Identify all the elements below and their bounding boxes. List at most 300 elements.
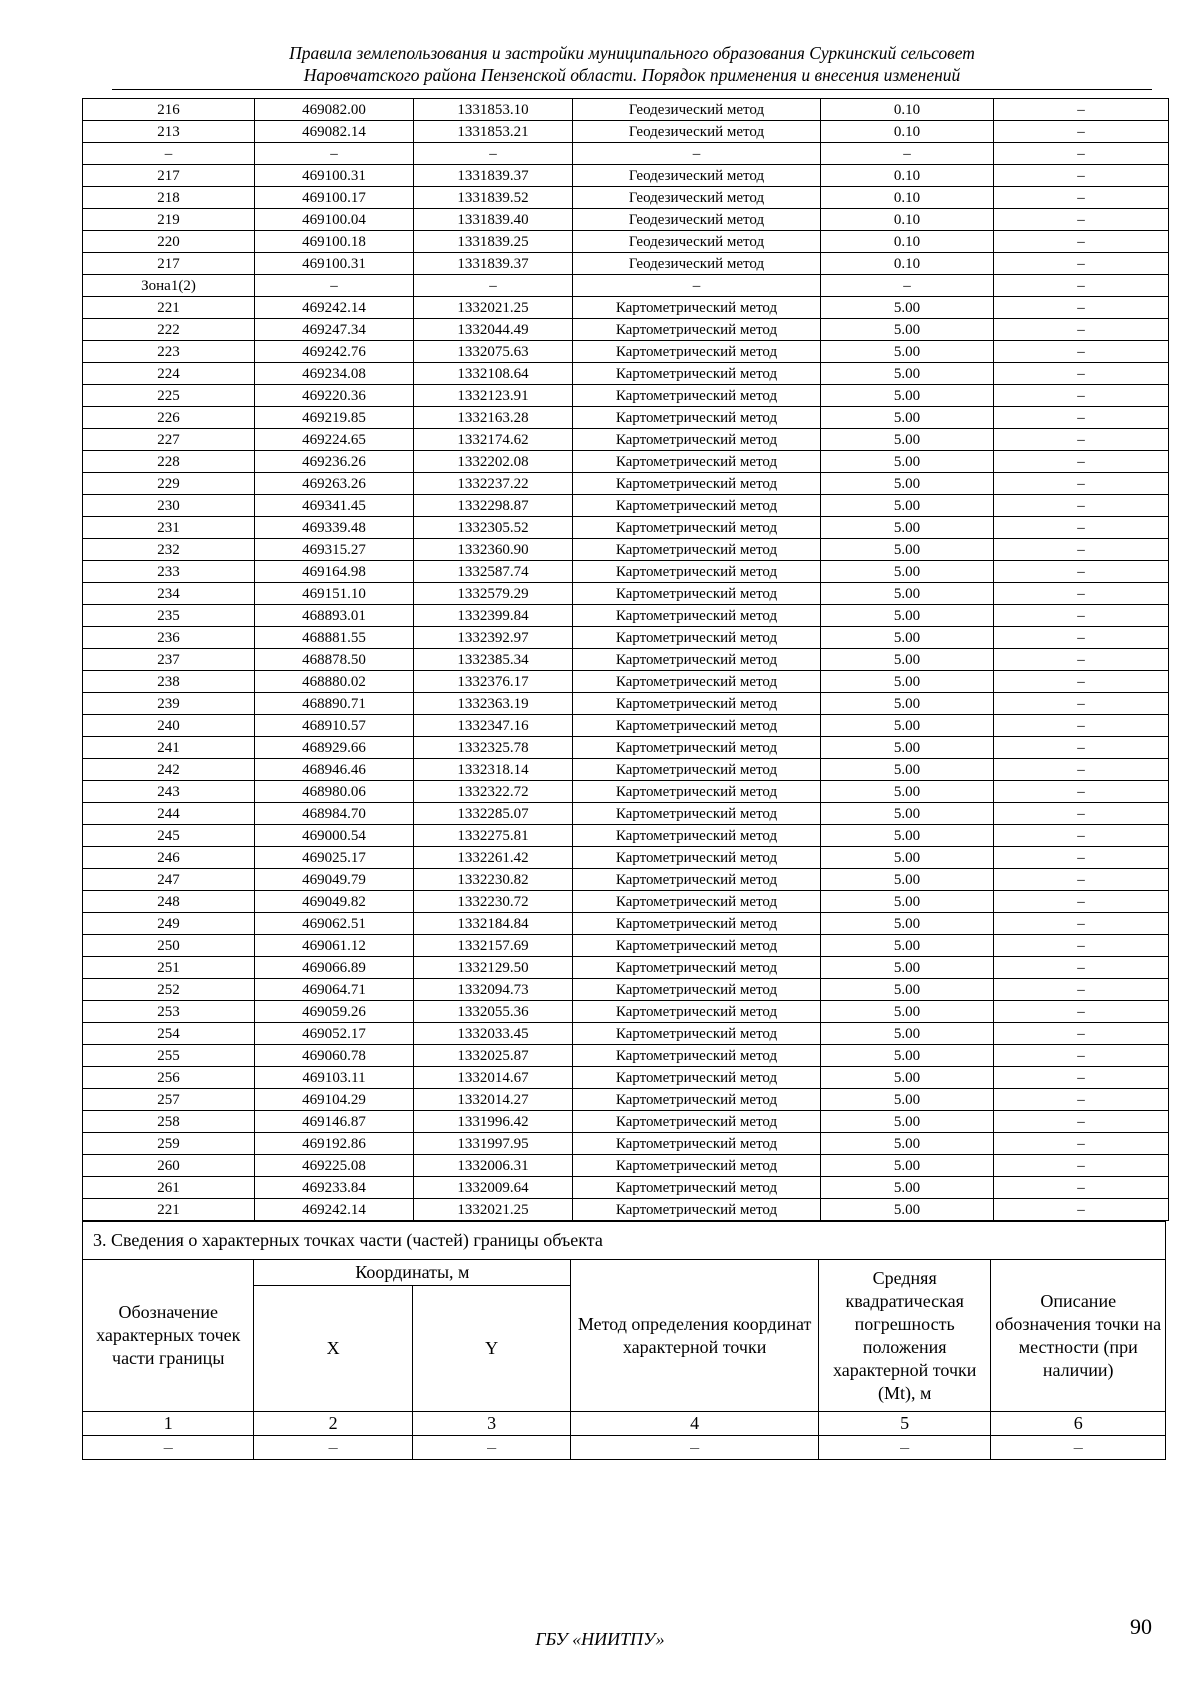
error-cell: 5.00: [821, 1089, 994, 1111]
point-id-cell: 234: [83, 583, 255, 605]
method-cell: Картометрический метод: [573, 341, 821, 363]
point-id-cell: 223: [83, 341, 255, 363]
y-coordinate-cell: –: [414, 143, 573, 165]
description-cell: –: [994, 1155, 1169, 1177]
y-coordinate-cell: 1331839.37: [414, 165, 573, 187]
error-cell: 5.00: [821, 1155, 994, 1177]
description-cell: –: [994, 1045, 1169, 1067]
x-coordinate-cell: 469242.14: [255, 1199, 414, 1221]
coordinates-table-body: [83, 99, 1169, 1221]
point-id-cell: 251: [83, 957, 255, 979]
col-header-error: [818, 1260, 990, 1412]
x-coordinate-cell: 469025.17: [255, 847, 414, 869]
point-id-cell: –: [83, 143, 255, 165]
y-coordinate-cell: 1332237.22: [414, 473, 573, 495]
y-coordinate-cell: 1332014.67: [414, 1067, 573, 1089]
y-coordinate-cell: 1332399.84: [414, 605, 573, 627]
description-cell: –: [994, 363, 1169, 385]
error-cell: 5.00: [821, 473, 994, 495]
description-cell: –: [994, 1111, 1169, 1133]
col-header-y: Y: [412, 1286, 570, 1412]
method-cell: Геодезический метод: [573, 253, 821, 275]
x-coordinate-cell: 469315.27: [255, 539, 414, 561]
error-cell: 5.00: [821, 671, 994, 693]
table-row: [83, 1111, 1169, 1133]
description-cell: –: [994, 1001, 1169, 1023]
table-row: [83, 1199, 1169, 1221]
y-coordinate-cell: 1331853.10: [414, 99, 573, 121]
y-coordinate-cell: 1332163.28: [414, 407, 573, 429]
col-header-x: X: [254, 1286, 412, 1412]
method-cell: Картометрический метод: [573, 1177, 821, 1199]
coordinates-table: [82, 98, 1169, 1221]
error-cell: 5.00: [821, 627, 994, 649]
x-coordinate-cell: 469242.76: [255, 341, 414, 363]
point-id-cell: 227: [83, 429, 255, 451]
y-coordinate-cell: 1332318.14: [414, 759, 573, 781]
table-row: [83, 385, 1169, 407]
method-cell: Картометрический метод: [573, 913, 821, 935]
point-id-cell: 229: [83, 473, 255, 495]
error-cell: 0.10: [821, 187, 994, 209]
y-coordinate-cell: 1332322.72: [414, 781, 573, 803]
column-number: 5: [818, 1412, 990, 1436]
point-id-cell: 217: [83, 253, 255, 275]
method-cell: –: [573, 275, 821, 297]
y-coordinate-cell: 1332363.19: [414, 693, 573, 715]
y-coordinate-cell: 1331839.52: [414, 187, 573, 209]
y-coordinate-cell: 1331997.95: [414, 1133, 573, 1155]
table-row: [83, 1177, 1169, 1199]
table-row: [83, 363, 1169, 385]
description-cell: –: [994, 341, 1169, 363]
x-coordinate-cell: 469049.82: [255, 891, 414, 913]
description-cell: –: [994, 715, 1169, 737]
error-cell: 5.00: [821, 363, 994, 385]
description-cell: –: [994, 231, 1169, 253]
y-coordinate-cell: 1332108.64: [414, 363, 573, 385]
col-header-point-designation: Обозначение характерных точек части границы: [83, 1260, 254, 1412]
point-id-cell: 255: [83, 1045, 255, 1067]
table-row: [83, 803, 1169, 825]
point-id-cell: 218: [83, 187, 255, 209]
x-coordinate-cell: 469104.29: [255, 1089, 414, 1111]
x-coordinate-cell: 468946.46: [255, 759, 414, 781]
y-coordinate-cell: 1332157.69: [414, 935, 573, 957]
page-number: 90: [1130, 1614, 1152, 1639]
x-coordinate-cell: 469060.78: [255, 1045, 414, 1067]
description-cell: –: [994, 803, 1169, 825]
table-row: [83, 1067, 1169, 1089]
method-cell: Картометрический метод: [573, 385, 821, 407]
method-cell: Картометрический метод: [573, 605, 821, 627]
point-id-cell: Зона1(2): [83, 275, 255, 297]
method-cell: Картометрический метод: [573, 561, 821, 583]
method-cell: Картометрический метод: [573, 319, 821, 341]
point-id-cell: 230: [83, 495, 255, 517]
error-cell: 5.00: [821, 297, 994, 319]
description-cell: –: [994, 561, 1169, 583]
table-row: [83, 979, 1169, 1001]
error-cell: 5.00: [821, 517, 994, 539]
x-coordinate-cell: 469082.00: [255, 99, 414, 121]
y-coordinate-cell: 1332184.84: [414, 913, 573, 935]
table-row: [83, 319, 1169, 341]
y-coordinate-cell: 1332129.50: [414, 957, 573, 979]
point-id-cell: 221: [83, 297, 255, 319]
x-coordinate-cell: 469062.51: [255, 913, 414, 935]
error-cell: 5.00: [821, 407, 994, 429]
x-coordinate-cell: 469341.45: [255, 495, 414, 517]
point-id-cell: 252: [83, 979, 255, 1001]
error-cell: 5.00: [821, 979, 994, 1001]
empty-cell: –: [412, 1436, 570, 1460]
point-id-cell: 239: [83, 693, 255, 715]
column-number: 3: [412, 1412, 570, 1436]
point-id-cell: 217: [83, 165, 255, 187]
table-row: [83, 517, 1169, 539]
method-cell: Картометрический метод: [573, 869, 821, 891]
y-coordinate-cell: 1332009.64: [414, 1177, 573, 1199]
x-coordinate-cell: –: [255, 143, 414, 165]
description-cell: –: [994, 407, 1169, 429]
table-row: [83, 583, 1169, 605]
empty-cell: –: [254, 1436, 412, 1460]
table-row: [83, 275, 1169, 297]
y-coordinate-cell: 1332123.91: [414, 385, 573, 407]
table-row: [83, 165, 1169, 187]
error-cell: 5.00: [821, 583, 994, 605]
x-coordinate-cell: 469100.31: [255, 253, 414, 275]
error-cell: 0.10: [821, 165, 994, 187]
y-coordinate-cell: 1332392.97: [414, 627, 573, 649]
y-coordinate-cell: 1332025.87: [414, 1045, 573, 1067]
table-row: [83, 649, 1169, 671]
method-cell: Картометрический метод: [573, 781, 821, 803]
x-coordinate-cell: 469339.48: [255, 517, 414, 539]
error-cell: 5.00: [821, 649, 994, 671]
error-cell: –: [821, 143, 994, 165]
point-id-cell: 258: [83, 1111, 255, 1133]
error-cell: 0.10: [821, 253, 994, 275]
description-cell: –: [994, 1177, 1169, 1199]
method-cell: Картометрический метод: [573, 1067, 821, 1089]
y-coordinate-cell: 1332202.08: [414, 451, 573, 473]
empty-cell: –: [83, 1436, 254, 1460]
error-cell: 5.00: [821, 913, 994, 935]
method-cell: Картометрический метод: [573, 407, 821, 429]
col-header-error-text: Средняя квадратическая погрешность положения характерной точки (Mt), м: [832, 1267, 977, 1403]
table-row: [83, 121, 1169, 143]
table-row: [83, 759, 1169, 781]
x-coordinate-cell: 469064.71: [255, 979, 414, 1001]
point-id-cell: 221: [83, 1199, 255, 1221]
x-coordinate-cell: 469224.65: [255, 429, 414, 451]
method-cell: Картометрический метод: [573, 649, 821, 671]
x-coordinate-cell: 468890.71: [255, 693, 414, 715]
empty-cell: –: [818, 1436, 990, 1460]
description-cell: –: [994, 1089, 1169, 1111]
point-id-cell: 233: [83, 561, 255, 583]
table-row: [83, 539, 1169, 561]
page-header: [112, 42, 1152, 86]
table-row: [83, 253, 1169, 275]
x-coordinate-cell: 469234.08: [255, 363, 414, 385]
empty-cell: –: [991, 1436, 1166, 1460]
error-cell: 5.00: [821, 693, 994, 715]
table-row: [83, 847, 1169, 869]
point-id-cell: 226: [83, 407, 255, 429]
error-cell: 5.00: [821, 1001, 994, 1023]
method-cell: Картометрический метод: [573, 803, 821, 825]
description-cell: –: [994, 385, 1169, 407]
description-cell: –: [994, 495, 1169, 517]
point-id-cell: 219: [83, 209, 255, 231]
x-coordinate-cell: –: [255, 275, 414, 297]
x-coordinate-cell: 469225.08: [255, 1155, 414, 1177]
point-id-cell: 237: [83, 649, 255, 671]
table-row: [83, 187, 1169, 209]
table-row: [83, 935, 1169, 957]
error-cell: 5.00: [821, 803, 994, 825]
y-coordinate-cell: 1332298.87: [414, 495, 573, 517]
x-coordinate-cell: 469236.26: [255, 451, 414, 473]
x-coordinate-cell: 468881.55: [255, 627, 414, 649]
method-cell: Геодезический метод: [573, 187, 821, 209]
method-cell: Картометрический метод: [573, 825, 821, 847]
table-row: [83, 429, 1169, 451]
method-cell: Картометрический метод: [573, 1089, 821, 1111]
point-id-cell: 261: [83, 1177, 255, 1199]
error-cell: 5.00: [821, 825, 994, 847]
description-cell: –: [994, 451, 1169, 473]
description-cell: –: [994, 781, 1169, 803]
method-cell: Картометрический метод: [573, 759, 821, 781]
table-row: [83, 561, 1169, 583]
x-coordinate-cell: 469247.34: [255, 319, 414, 341]
footer-org: ГБУ «НИИТПУ»: [535, 1629, 665, 1649]
column-number: 6: [991, 1412, 1166, 1436]
table-row: [83, 693, 1169, 715]
point-id-cell: 259: [83, 1133, 255, 1155]
col-header-method: Метод определения координат характерной точки: [571, 1260, 819, 1412]
error-cell: 5.00: [821, 1111, 994, 1133]
table-row: [83, 913, 1169, 935]
description-cell: –: [994, 957, 1169, 979]
method-cell: Картометрический метод: [573, 1045, 821, 1067]
description-cell: –: [994, 473, 1169, 495]
point-id-cell: 225: [83, 385, 255, 407]
method-cell: Картометрический метод: [573, 1001, 821, 1023]
table-row: [83, 231, 1169, 253]
table-row: [83, 407, 1169, 429]
point-id-cell: 241: [83, 737, 255, 759]
y-coordinate-cell: 1332275.81: [414, 825, 573, 847]
method-cell: Картометрический метод: [573, 715, 821, 737]
x-coordinate-cell: 469049.79: [255, 869, 414, 891]
description-cell: –: [994, 913, 1169, 935]
x-coordinate-cell: 468929.66: [255, 737, 414, 759]
method-cell: Картометрический метод: [573, 1111, 821, 1133]
y-coordinate-cell: 1331839.40: [414, 209, 573, 231]
point-id-cell: 216: [83, 99, 255, 121]
x-coordinate-cell: 468878.50: [255, 649, 414, 671]
table-row: [83, 1001, 1169, 1023]
error-cell: 0.10: [821, 99, 994, 121]
y-coordinate-cell: 1332055.36: [414, 1001, 573, 1023]
table-row: [83, 209, 1169, 231]
table-row: [83, 891, 1169, 913]
method-cell: Картометрический метод: [573, 451, 821, 473]
section3-table: [82, 1221, 1166, 1460]
point-id-cell: 213: [83, 121, 255, 143]
point-id-cell: 250: [83, 935, 255, 957]
point-id-cell: 248: [83, 891, 255, 913]
x-coordinate-cell: 469103.11: [255, 1067, 414, 1089]
point-id-cell: 260: [83, 1155, 255, 1177]
method-cell: Картометрический метод: [573, 935, 821, 957]
description-cell: –: [994, 209, 1169, 231]
y-coordinate-cell: –: [414, 275, 573, 297]
method-cell: Картометрический метод: [573, 737, 821, 759]
point-id-cell: 238: [83, 671, 255, 693]
table-row: [83, 451, 1169, 473]
section3-title: 3. Сведения о характерных точках части (частей) границы объекта: [83, 1222, 1166, 1260]
description-cell: –: [994, 143, 1169, 165]
header-line-2: Наровчатского района Пензенской области. Порядок применения и внесения изменений: [303, 65, 961, 85]
x-coordinate-cell: 469066.89: [255, 957, 414, 979]
x-coordinate-cell: 469242.14: [255, 297, 414, 319]
x-coordinate-cell: 469100.31: [255, 165, 414, 187]
x-coordinate-cell: 469100.17: [255, 187, 414, 209]
x-coordinate-cell: 469000.54: [255, 825, 414, 847]
column-number: 4: [571, 1412, 819, 1436]
y-coordinate-cell: 1332230.82: [414, 869, 573, 891]
y-coordinate-cell: 1331839.25: [414, 231, 573, 253]
error-cell: 0.10: [821, 231, 994, 253]
method-cell: Картометрический метод: [573, 517, 821, 539]
header-line-1: Правила землепользования и застройки муниципального образования Суркинский сельсовет: [289, 43, 975, 63]
description-cell: –: [994, 605, 1169, 627]
error-cell: 5.00: [821, 847, 994, 869]
x-coordinate-cell: 469219.85: [255, 407, 414, 429]
description-cell: –: [994, 1133, 1169, 1155]
error-cell: 5.00: [821, 561, 994, 583]
x-coordinate-cell: 468980.06: [255, 781, 414, 803]
method-cell: Картометрический метод: [573, 1199, 821, 1221]
point-id-cell: 245: [83, 825, 255, 847]
point-id-cell: 257: [83, 1089, 255, 1111]
table-row: [83, 957, 1169, 979]
x-coordinate-cell: 468880.02: [255, 671, 414, 693]
col-header-coordinates: Координаты, м: [254, 1260, 571, 1286]
x-coordinate-cell: 469164.98: [255, 561, 414, 583]
error-cell: 5.00: [821, 737, 994, 759]
error-cell: 5.00: [821, 1045, 994, 1067]
x-coordinate-cell: 469151.10: [255, 583, 414, 605]
table-row: [83, 143, 1169, 165]
description-cell: –: [994, 319, 1169, 341]
x-coordinate-cell: 468893.01: [255, 605, 414, 627]
method-cell: Картометрический метод: [573, 1023, 821, 1045]
table-row: [83, 825, 1169, 847]
point-id-cell: 256: [83, 1067, 255, 1089]
point-id-cell: 236: [83, 627, 255, 649]
method-cell: Картометрический метод: [573, 1133, 821, 1155]
description-cell: –: [994, 583, 1169, 605]
description-cell: –: [994, 539, 1169, 561]
x-coordinate-cell: 468984.70: [255, 803, 414, 825]
point-id-cell: 254: [83, 1023, 255, 1045]
table-row: [83, 781, 1169, 803]
error-cell: 5.00: [821, 869, 994, 891]
point-id-cell: 243: [83, 781, 255, 803]
y-coordinate-cell: 1331839.37: [414, 253, 573, 275]
y-coordinate-cell: 1332006.31: [414, 1155, 573, 1177]
y-coordinate-cell: 1332033.45: [414, 1023, 573, 1045]
y-coordinate-cell: 1332230.72: [414, 891, 573, 913]
table-row: [83, 605, 1169, 627]
point-id-cell: 244: [83, 803, 255, 825]
error-cell: 5.00: [821, 759, 994, 781]
error-cell: 5.00: [821, 341, 994, 363]
table-row: [83, 1089, 1169, 1111]
method-cell: Картометрический метод: [573, 1155, 821, 1177]
y-coordinate-cell: 1332579.29: [414, 583, 573, 605]
x-coordinate-cell: 469052.17: [255, 1023, 414, 1045]
description-cell: –: [994, 517, 1169, 539]
method-cell: Картометрический метод: [573, 583, 821, 605]
description-cell: –: [994, 187, 1169, 209]
y-coordinate-cell: 1332305.52: [414, 517, 573, 539]
point-id-cell: 242: [83, 759, 255, 781]
error-cell: 5.00: [821, 429, 994, 451]
description-cell: –: [994, 693, 1169, 715]
error-cell: 5.00: [821, 1067, 994, 1089]
coordinates-table-wrap: [82, 98, 1166, 1460]
x-coordinate-cell: 469100.04: [255, 209, 414, 231]
table-row: [83, 715, 1169, 737]
col-header-description: Описание обозначения точки на местности (при наличии): [991, 1260, 1166, 1412]
table-row: [83, 671, 1169, 693]
table-row: [83, 297, 1169, 319]
y-coordinate-cell: 1332174.62: [414, 429, 573, 451]
description-cell: –: [994, 649, 1169, 671]
column-number: 1: [83, 1412, 254, 1436]
y-coordinate-cell: 1332094.73: [414, 979, 573, 1001]
method-cell: Картометрический метод: [573, 495, 821, 517]
y-coordinate-cell: 1331996.42: [414, 1111, 573, 1133]
y-coordinate-cell: 1332014.27: [414, 1089, 573, 1111]
table-row: [83, 737, 1169, 759]
point-id-cell: 231: [83, 517, 255, 539]
method-cell: Картометрический метод: [573, 627, 821, 649]
error-cell: 5.00: [821, 495, 994, 517]
x-coordinate-cell: 469100.18: [255, 231, 414, 253]
error-cell: 0.10: [821, 121, 994, 143]
y-coordinate-cell: 1332360.90: [414, 539, 573, 561]
description-cell: –: [994, 979, 1169, 1001]
table-row: [83, 99, 1169, 121]
description-cell: –: [994, 275, 1169, 297]
point-id-cell: 232: [83, 539, 255, 561]
table-row: [83, 869, 1169, 891]
point-id-cell: 253: [83, 1001, 255, 1023]
y-coordinate-cell: 1332376.17: [414, 671, 573, 693]
description-cell: –: [994, 297, 1169, 319]
point-id-cell: 249: [83, 913, 255, 935]
method-cell: Картометрический метод: [573, 979, 821, 1001]
